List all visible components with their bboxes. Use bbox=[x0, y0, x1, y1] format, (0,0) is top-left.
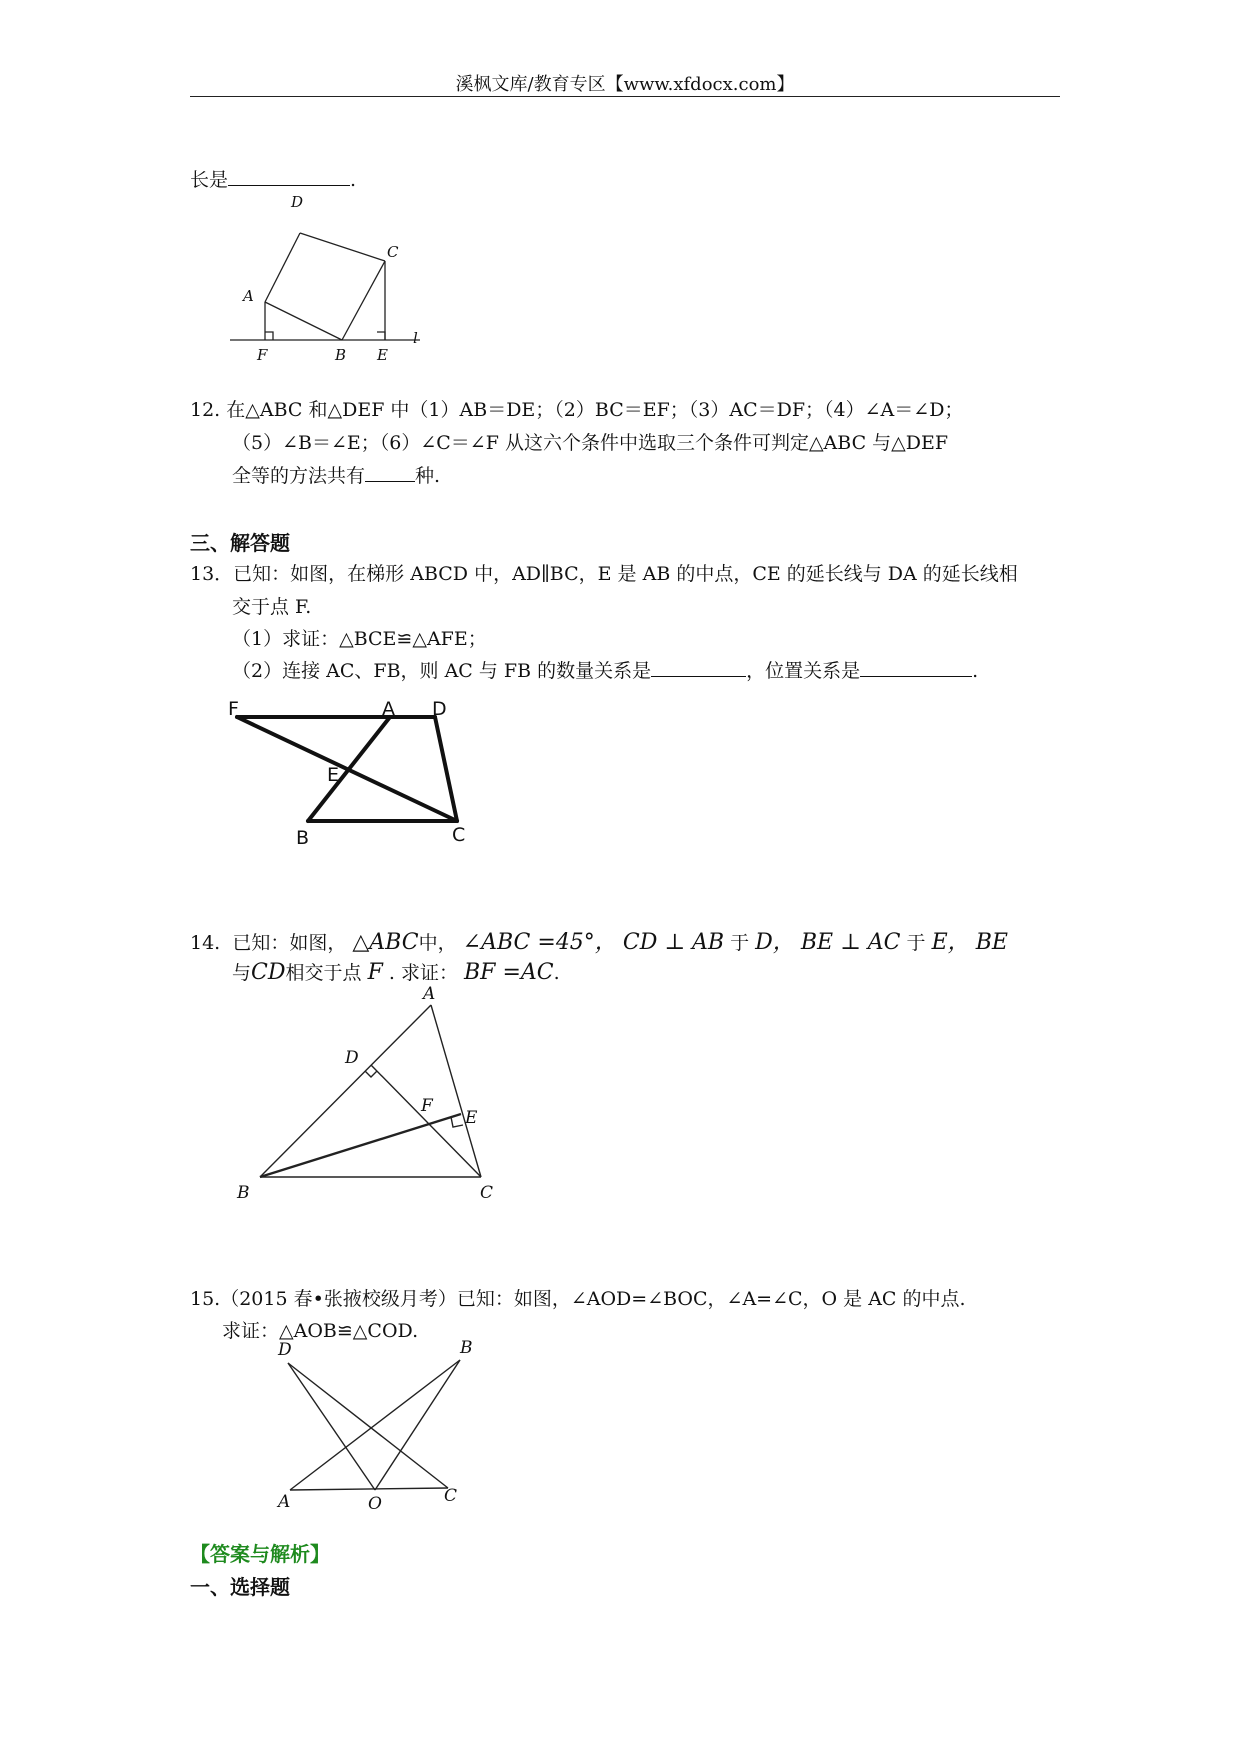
q12-line3-post: 种. bbox=[415, 465, 441, 487]
q14-m6: E， bbox=[931, 930, 970, 955]
segment-AD bbox=[265, 233, 300, 302]
q14-m10: BF =AC bbox=[464, 960, 554, 985]
label-E: E bbox=[377, 346, 388, 364]
label-F: F bbox=[421, 1096, 433, 1116]
label-C: C bbox=[387, 243, 399, 261]
label-A: A bbox=[423, 985, 436, 1004]
segment-AC bbox=[290, 1488, 448, 1490]
q14-line1 bbox=[190, 925, 1008, 956]
q14-p4: 于 bbox=[906, 932, 926, 954]
segment-BE bbox=[260, 1114, 461, 1177]
q14-p8: . bbox=[553, 962, 560, 984]
segment-DC bbox=[288, 1363, 448, 1488]
label-A: A bbox=[278, 1492, 291, 1512]
q13-line1: 13．已知：如图，在梯形 ABCD 中，AD∥BC，E 是 AB 的中点，CE 的延长线与 DA 的延长线相 bbox=[190, 563, 1018, 585]
q14-m7: BE bbox=[975, 930, 1008, 955]
q14-m4: D， bbox=[755, 930, 795, 955]
label-C: C bbox=[452, 824, 466, 846]
q11-tail-text: 长是 bbox=[190, 169, 229, 191]
label-A: A bbox=[243, 287, 254, 305]
q14-p6: 相交于点 bbox=[285, 962, 362, 984]
q13-line4-c: . bbox=[972, 660, 979, 682]
q14-figure bbox=[225, 985, 505, 1210]
section-3-title: 三、解答题 bbox=[190, 531, 290, 555]
label-F: F bbox=[257, 346, 268, 364]
q13-line4 bbox=[232, 656, 978, 683]
q14-m3: CD ⊥ AB bbox=[622, 930, 725, 955]
label-O: O bbox=[368, 1494, 382, 1514]
q14-m2: ∠ABC =45°， bbox=[462, 930, 617, 955]
q14-p1: 已知：如图， bbox=[232, 932, 347, 954]
label-C: C bbox=[480, 1183, 494, 1203]
q12-line3-pre: 全等的方法共有 bbox=[232, 465, 366, 487]
q13-figure bbox=[220, 695, 490, 855]
label-D: D bbox=[432, 698, 447, 720]
q14-p3: 于 bbox=[730, 932, 750, 954]
label-E: E bbox=[465, 1108, 478, 1128]
q14-p2: 中， bbox=[418, 932, 457, 954]
q13-line3: （1）求证：△BCE≌△AFE； bbox=[232, 628, 487, 650]
q12-line3 bbox=[232, 461, 440, 488]
right-angle-D bbox=[365, 1071, 377, 1077]
q13-line2: 交于点 F. bbox=[232, 596, 312, 618]
q14-p5: 与 bbox=[232, 962, 252, 984]
q14-m9: F bbox=[367, 960, 383, 985]
q14-m5: BE ⊥ AC bbox=[800, 930, 901, 955]
q11-figure bbox=[225, 195, 435, 365]
label-A: A bbox=[382, 698, 395, 720]
answers-title: 【答案与解析】 bbox=[190, 1542, 330, 1566]
label-B: B bbox=[237, 1183, 250, 1203]
right-angle-E bbox=[377, 332, 385, 340]
label-F: F bbox=[228, 698, 239, 720]
q12-line2: （5）∠B＝∠E；（6）∠C＝∠F 从这六个条件中选取三个条件可判定△ABC 与△DEF bbox=[232, 432, 949, 454]
segment-FC bbox=[237, 717, 457, 821]
label-C: C bbox=[444, 1486, 458, 1506]
segment-BA bbox=[265, 302, 342, 340]
label-E: E bbox=[327, 764, 340, 786]
right-angle-F bbox=[265, 332, 273, 340]
q11-tail bbox=[190, 165, 356, 192]
label-B: B bbox=[335, 346, 347, 364]
q14-num: 14. bbox=[190, 932, 221, 954]
segment-AB bbox=[290, 1360, 460, 1490]
q11-tail-end: . bbox=[350, 169, 357, 191]
segment-DC bbox=[435, 717, 457, 821]
answers-section-1: 一、选择题 bbox=[190, 1575, 290, 1599]
q12-answer-blank bbox=[365, 462, 415, 482]
right-angle-E bbox=[451, 1117, 463, 1127]
q15-line2: 求证：△AOB≌△COD. bbox=[222, 1320, 419, 1342]
label-D: D bbox=[291, 195, 304, 211]
page-header: 溪枫文库/教育专区【www.xfdocx.com】 bbox=[455, 74, 795, 95]
segment-DC bbox=[300, 233, 385, 261]
q14-m1: △ABC bbox=[352, 930, 419, 955]
segment-OB bbox=[375, 1360, 460, 1490]
q14-m8: CD bbox=[251, 960, 286, 985]
q14-line2 bbox=[232, 958, 560, 985]
segment-DO bbox=[288, 1363, 375, 1490]
segment-CB bbox=[342, 261, 385, 340]
q12-line1: 12. 在△ABC 和△DEF 中（1）AB＝DE；（2）BC＝EF；（3）AC＝DF；（4）∠A＝∠D； bbox=[190, 399, 964, 421]
q14-p7: . 求证： bbox=[388, 962, 458, 984]
q13-quantity-blank bbox=[651, 657, 746, 677]
q11-answer-blank bbox=[228, 166, 350, 186]
header-rule bbox=[190, 96, 1060, 97]
label-D: D bbox=[278, 1340, 292, 1360]
label-l: l bbox=[413, 329, 418, 347]
q13-line4-a: （2）连接 AC、FB，则 AC 与 FB 的数量关系是 bbox=[232, 660, 652, 682]
label-D: D bbox=[345, 1048, 359, 1068]
q13-position-blank bbox=[860, 657, 972, 677]
q15-line1: 15.（2015 春•张掖校级月考）已知：如图，∠AOD=∠BOC，∠A=∠C，O 是 AC 的中点. bbox=[190, 1288, 966, 1310]
label-B: B bbox=[296, 827, 310, 849]
q15-figure bbox=[270, 1335, 480, 1515]
label-B: B bbox=[460, 1338, 473, 1358]
q13-line4-b: ，位置关系是 bbox=[746, 660, 861, 682]
